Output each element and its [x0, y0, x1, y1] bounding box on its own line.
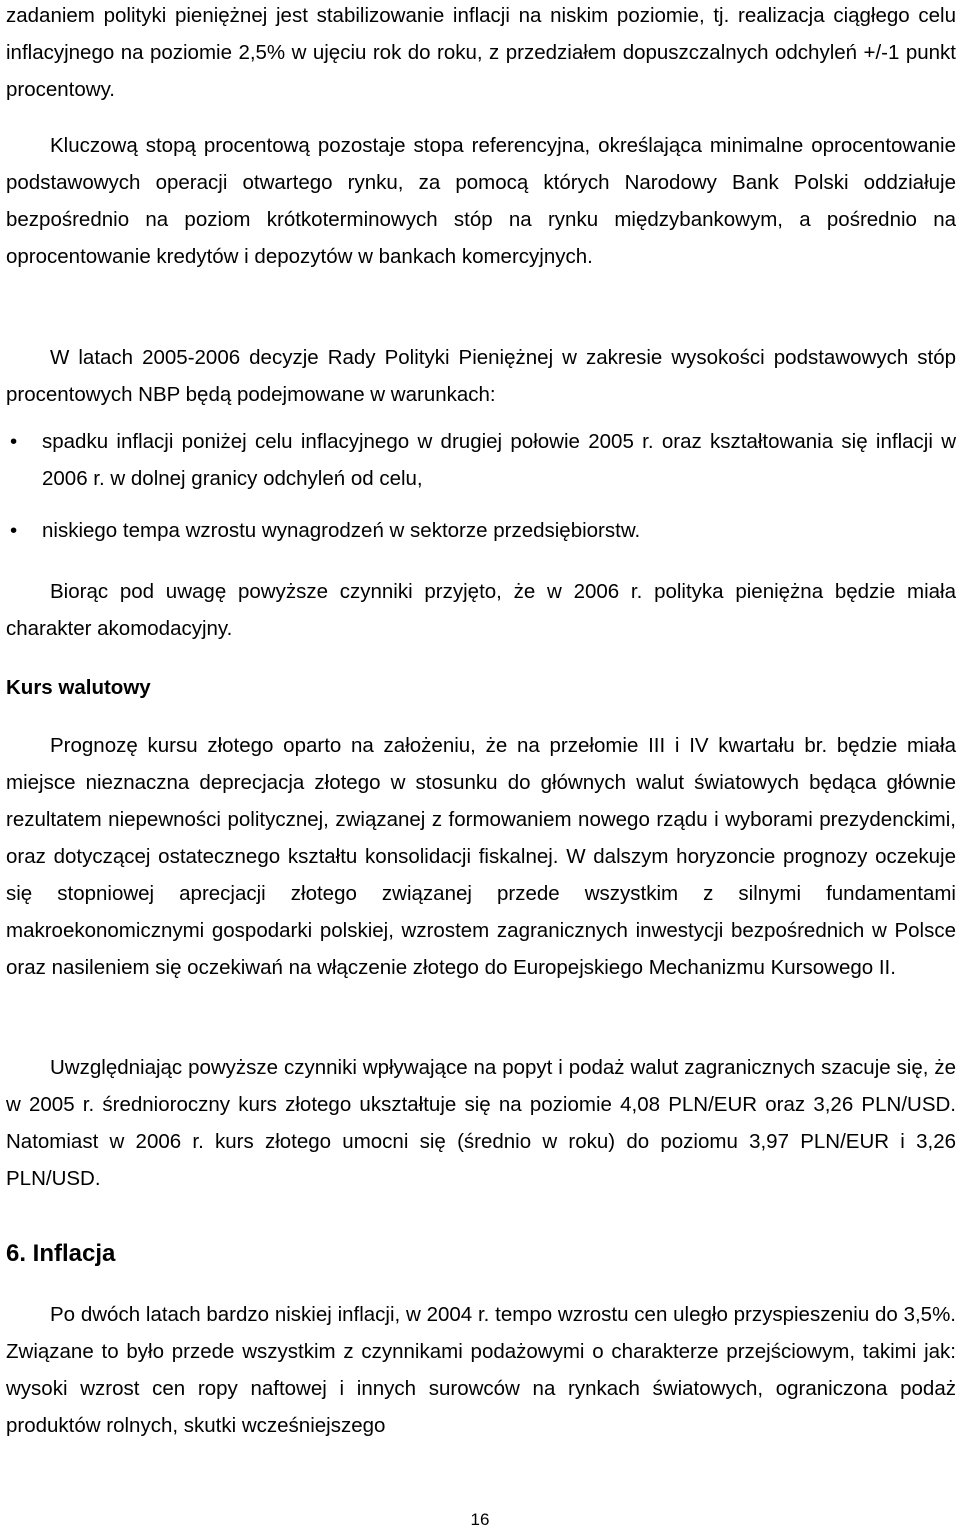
page-number: 16: [470, 1510, 490, 1529]
conditions-list: [6, 423, 956, 549]
list-item-text: niskiego tempa wzrostu wynagrodzeń w sektorze przedsiębiorstw.: [42, 519, 641, 542]
paragraph-rpp-decisions: W latach 2005-2006 decyzje Rady Polityki Pieniężnej w zakresie wysokości podstawowych stóp procentowych NBP będą podejmowane w warunkach:: [6, 346, 956, 406]
heading-inflacja: 6. Inflacja: [6, 1240, 116, 1267]
bullet-icon: •: [10, 430, 18, 453]
heading-kurs-walutowy: Kurs walutowy: [6, 676, 151, 699]
paragraph-intro: zadaniem polityki pieniężnej jest stabilizowanie inflacji na niskim poziomie, tj. realizacja ciągłego celu inflacyjnego na poziomie 2,5% w ujęciu rok do roku, z przedziałem dopuszczalnych odchyleń +/-1 punkt procentowy.: [6, 4, 956, 101]
paragraph-inflation: Po dwóch latach bardzo niskiej inflacji, w 2004 r. tempo wzrostu cen uległo przyspieszeniu do 3,5%. Związane to było przede wszystkim z czynnikami podażowymi o charakterze przejściowym, takimi jak: wysoki wzrost cen ropy naftowej i innych surowców na rynkach światowych, ograniczona podaż produktów rolnych, skutki wcześniejszego: [6, 1303, 956, 1437]
paragraph-exchange-forecast: Prognozę kursu złotego oparto na założeniu, że na przełomie III i IV kwartału br. będzie miała miejsce nieznaczna deprecjacja złotego w stosunku do głównych walut światowych będąca głównie rezultatem niepewności politycznej, związanej z formowaniem nowego rządu i wyborami prezydenckimi, oraz dotyczącej ostatecznego kształtu konsolidacji fiskalnej. W dalszym horyzoncie prognozy oczekuje się stopniowej aprecjacji złotego związanej przede wszystkim z silnymi fundamentami makroekonomicznymi gospodarki polskiej, wzrostem zagranicznych inwestycji bezpośrednich w Polsce oraz nasileniem się oczekiwań na włączenie złotego do Europejskiego Mechanizmu Kursowego II.: [6, 734, 956, 979]
bullet-icon: •: [10, 519, 18, 542]
list-item: [6, 423, 956, 497]
paragraph-reference-rate: Kluczową stopą procentową pozostaje stopa referencyjna, określająca minimalne oprocentowanie podstawowych operacji otwartego rynku, za pomocą których Narodowy Bank Polski oddziałuje bezpośrednio na poziom krótkoterminowych stóp na rynku międzybankowym, a pośrednio na oprocentowanie kredytów i depozytów w bankach komercyjnych.: [6, 134, 956, 268]
list-item-text: spadku inflacji poniżej celu inflacyjnego w drugiej połowie 2005 r. oraz kształtowania się inflacji w 2006 r. w dolnej granicy odchyleń od celu,: [42, 430, 956, 490]
paragraph-policy-conclusion: Biorąc pod uwagę powyższe czynniki przyjęto, że w 2006 r. polityka pieniężna będzie miała charakter akomodacyjny.: [6, 580, 956, 640]
list-item: [6, 512, 956, 549]
paragraph-exchange-values: Uwzględniając powyższe czynniki wpływające na popyt i podaż walut zagranicznych szacuje się, że w 2005 r. średnioroczny kurs złotego ukształtuje się na poziomie 4,08 PLN/EUR oraz 3,26 PLN/USD. Natomiast w 2006 r. kurs złotego umocni się (średnio w roku) do poziomu 3,97 PLN/EUR i 3,26 PLN/USD.: [6, 1056, 956, 1190]
